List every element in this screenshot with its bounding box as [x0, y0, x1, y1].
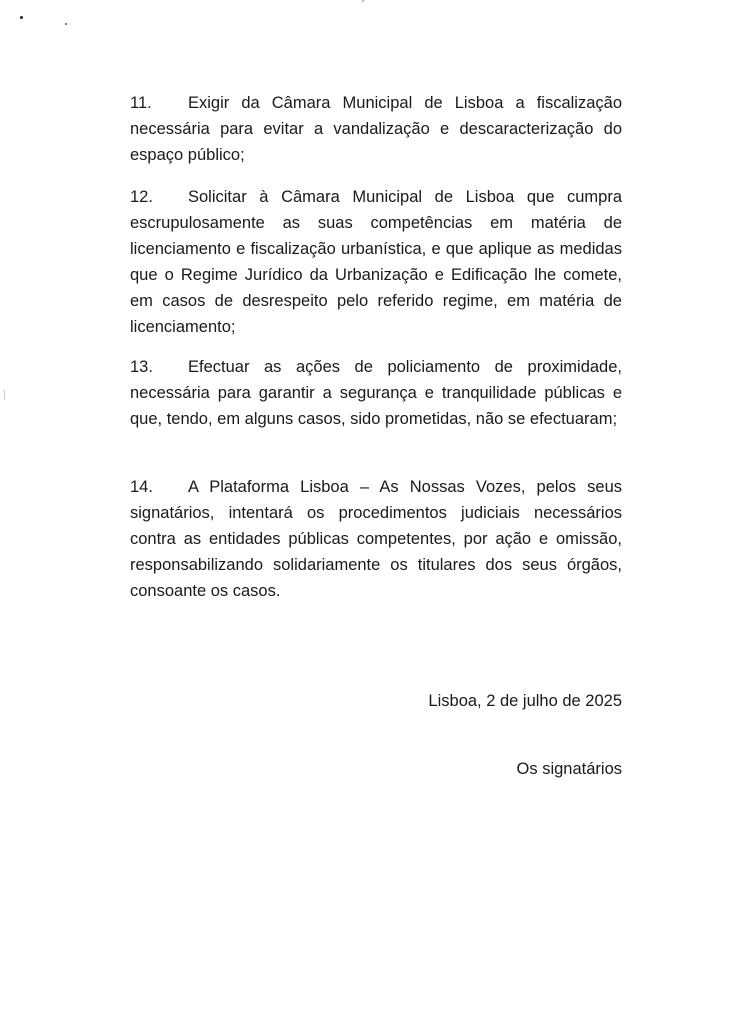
place-date: Lisboa, 2 de julho de 2025: [428, 692, 622, 710]
signature-line: Os signatários: [516, 760, 622, 778]
list-item: [130, 354, 622, 432]
item-text: Exigir da Câmara Municipal de Lisboa a fiscalização necessária para evitar a vandalização e descaracterização do espaço público;: [130, 94, 622, 164]
scan-mark: [362, 0, 364, 2]
item-number: 12.: [130, 188, 153, 206]
item-number: 14.: [130, 478, 153, 496]
scan-mark: [4, 390, 5, 400]
scan-speck: [65, 23, 67, 25]
list-item: [130, 90, 622, 168]
item-number: 11.: [130, 94, 152, 112]
item-text: A Plataforma Lisboa – As Nossas Vozes, pelos seus signatários, intentará os procedimentos judiciais necessários contra as entidades públicas competentes, por ação e omissão, responsabilizando solidariamente os titulares dos seus órgãos, consoante os casos.: [130, 478, 622, 600]
scan-speck: [20, 16, 23, 19]
item-text: Efectuar as ações de policiamento de proximidade, necessária para garantir a segurança e tranquilidade públicas e que, tendo, em alguns casos, sido prometidas, não se efectuaram;: [130, 358, 622, 428]
list-item: [130, 474, 622, 604]
item-number: 13.: [130, 358, 153, 376]
list-item: [130, 184, 622, 340]
item-text: Solicitar à Câmara Municipal de Lisboa que cumpra escrupulosamente as suas competências em matéria de licenciamento e fiscalização urbanística, e que aplique as medidas que o Regime Jurídico da Urbanização e Edificação lhe comete, em casos de desrespeito pelo referido regime, em matéria de licenciamento;: [130, 188, 622, 336]
